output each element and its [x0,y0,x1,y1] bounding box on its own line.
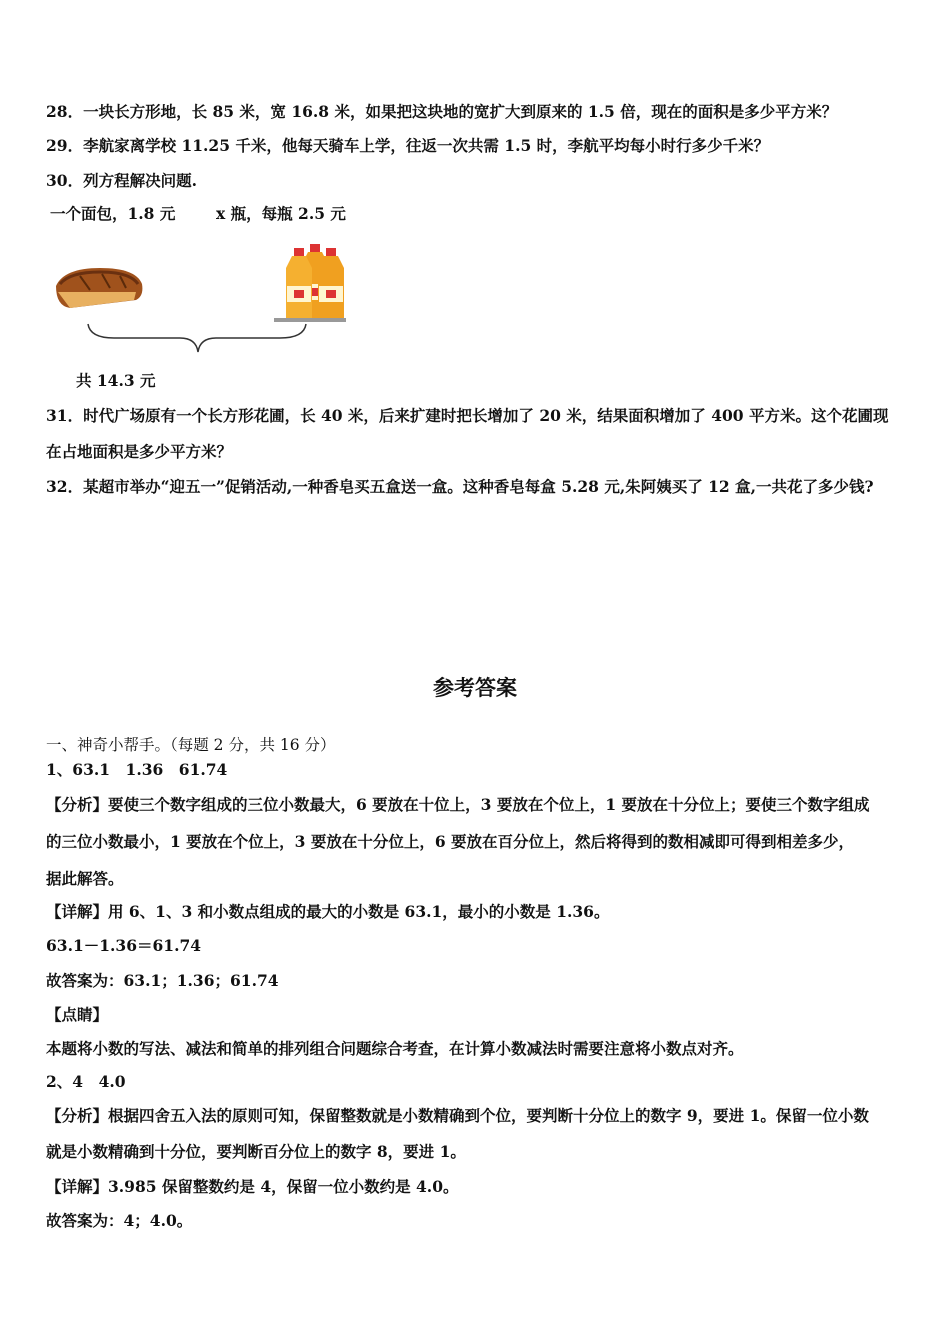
question-31-line1: 31．时代广场原有一个长方形花圃，长 40 米，后来扩建时把长增加了 20 米，结果面积增加了 400 平方米。这个花圃现 [46,406,889,425]
answer-1-final: 故答案为：63.1；1.36；61.74 [46,971,279,990]
question-31-line2: 在占地面积是多少平方米？ [46,442,233,461]
answer-1-comment-label: 【点睛】 [46,1005,109,1024]
answer-1-analysis-2: 的三位小数最小，1 要放在个位上，3 要放在十分位上，6 要放在百分位上，然后将得到的数相减即可得到相差多少， [46,832,855,851]
brace-icon [84,318,310,356]
bottles-image [270,240,350,324]
answer-1-calc: 63.1－1.36＝61.74 [46,936,202,955]
question-32: 32．某超市举办“迎五一”促销活动,一种香皂买五盒送一盒。这种香皂每盒 5.28 元,朱阿姨买了 12 盒,一共花了多少钱? [46,477,874,496]
answer-2-final: 故答案为：4；4.0。 [46,1211,193,1230]
answer-1-comment: 本题将小数的写法、减法和简单的排列组合问题综合考查，在计算小数减法时需要注意将小数点对齐。 [46,1039,744,1058]
q30-bread-label: 一个面包，1.8 元 [50,204,176,223]
question-30: 30．列方程解决问题. [46,171,197,190]
answer-1-analysis-1: 【分析】要使三个数字组成的三位小数最大，6 要放在十位上，3 要放在个位上，1 要放在十分位上；要使三个数字组成 [46,795,870,814]
answer-2-analysis-2: 就是小数精确到十分位，要判断百分位上的数字 8，要进 1。 [46,1142,466,1161]
question-28: 28．一块长方形地，长 85 米，宽 16.8 米，如果把这块地的宽扩大到原来的 1.5 倍，现在的面积是多少平方米？ [46,102,838,121]
answer-2: 2、4 4.0 [46,1072,126,1091]
answer-2-analysis-1: 【分析】根据四舍五入法的原则可知，保留整数就是小数精确到个位，要判断十分位上的数字 9，要进 1。保留一位小数 [46,1106,869,1125]
answer-1-analysis-3: 据此解答。 [46,869,124,888]
bread-image [50,262,146,312]
q30-bottles-label: x 瓶，每瓶 2.5 元 [216,204,346,223]
q30-total-label: 共 14.3 元 [76,371,156,390]
section-1-heading: 一、神奇小帮手。（每题 2 分，共 16 分） [46,736,336,754]
answer-2-detail: 【详解】3.985 保留整数约是 4，保留一位小数约是 4.0。 [46,1177,459,1196]
answers-title: 参考答案 [433,675,517,700]
answer-1-detail: 【详解】用 6、1、3 和小数点组成的最大的小数是 63.1，最小的小数是 1.36。 [46,902,610,921]
answer-1: 1、63.1 1.36 61.74 [46,760,228,779]
question-29: 29．李航家离学校 11.25 千米，他每天骑车上学，往返一次共需 1.5 时，李航平均每小时行多少千米？ [46,136,770,155]
